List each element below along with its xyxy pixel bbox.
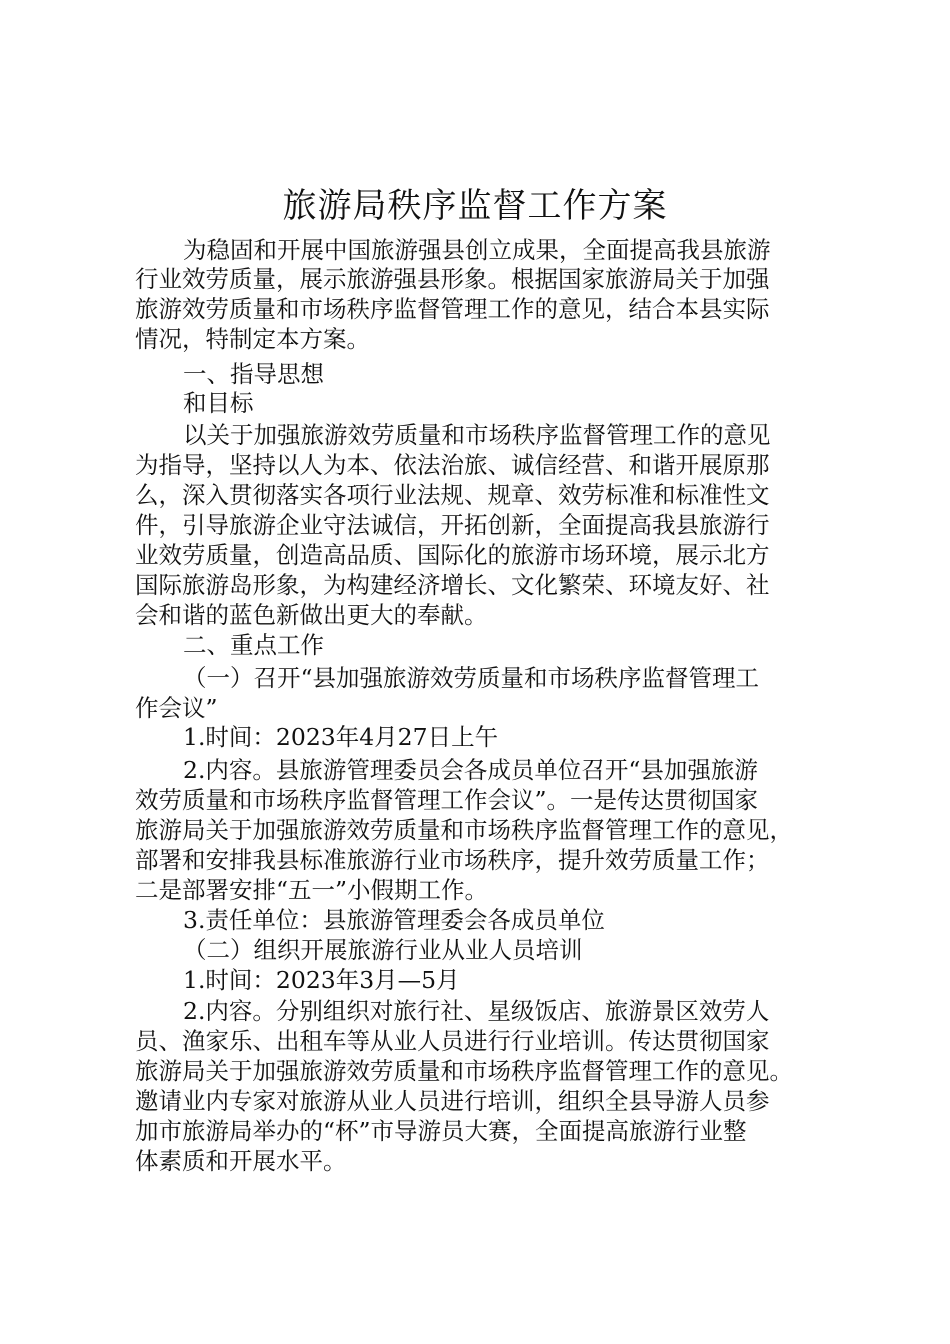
paragraph-line: 业效劳质量，创造高品质、国际化的旅游市场环境，展示北方 [135, 541, 770, 569]
paragraph-line: 部署和安排我县标准旅游行业市场秩序，提升效劳质量工作； [135, 846, 770, 874]
paragraph-line: 1.时间：2023年3月—5月 [183, 966, 460, 994]
paragraph-line: 加市旅游局举办的“杯”市导游员大赛，全面提高旅游行业整 [135, 1117, 747, 1145]
paragraph-line: 体素质和开展水平。 [135, 1147, 347, 1175]
paragraph-line: 以关于加强旅游效劳质量和市场秩序监督管理工作的意见 [183, 421, 771, 449]
paragraph-line: 为指导，坚持以人为本、依法治旅、诚信经营、和谐开展原那 [135, 451, 770, 479]
paragraph-line: 二是部署安排“五一”小假期工作。 [135, 876, 489, 904]
paragraph-line: 2.内容。县旅游管理委员会各成员单位召开“县加强旅游 [183, 756, 758, 784]
paragraph-line: 旅游局关于加强旅游效劳质量和市场秩序监督管理工作的意见。 [135, 1057, 793, 1085]
paragraph-line: 员、渔家乐、出租车等从业人员进行行业培训。传达贯彻国家 [135, 1027, 770, 1055]
paragraph-line: 和目标 [183, 389, 254, 417]
paragraph-line: 情况，特制定本方案。 [135, 325, 370, 353]
paragraph-line: 旅游局关于加强旅游效劳质量和市场秩序监督管理工作的意见， [135, 816, 793, 844]
paragraph-line: 件，引导旅游企业守法诚信，开拓创新，全面提高我县旅游行 [135, 511, 770, 539]
paragraph-line: 1.时间：2023年4月27日上午 [183, 723, 499, 751]
paragraph-line: 一、指导思想 [183, 360, 324, 388]
paragraph-line: 二、重点工作 [183, 631, 324, 659]
document-title: 旅游局秩序监督工作方案 [282, 186, 668, 226]
paragraph-line: 么，深入贯彻落实各项行业法规、规章、效劳标准和标准性文 [135, 481, 770, 509]
paragraph-line: （二）组织开展旅游行业从业人员培训 [183, 936, 583, 964]
paragraph-line: 旅游效劳质量和市场秩序监督管理工作的意见，结合本县实际 [135, 295, 770, 323]
paragraph-line: 为稳固和开展中国旅游强县创立成果，全面提高我县旅游 [183, 236, 771, 264]
paragraph-line: 行业效劳质量，展示旅游强县形象。根据国家旅游局关于加强 [135, 265, 770, 293]
paragraph-line: （一）召开“县加强旅游效劳质量和市场秩序监督管理工 [183, 664, 760, 692]
paragraph-line: 作会议” [135, 694, 218, 722]
paragraph-line: 效劳质量和市场秩序监督管理工作会议”。一是传达贯彻国家 [135, 786, 759, 814]
paragraph-line: 邀请业内专家对旅游从业人员进行培训，组织全县导游人员参 [135, 1087, 770, 1115]
paragraph-line: 2.内容。分别组织对旅行社、星级饭店、旅游景区效劳人 [183, 997, 770, 1025]
paragraph-line: 会和谐的蓝色新做出更大的奉献。 [135, 601, 488, 629]
paragraph-line: 3.责任单位：县旅游管理委会各成员单位 [183, 906, 605, 934]
paragraph-line: 国际旅游岛形象，为构建经济增长、文化繁荣、环境友好、社 [135, 571, 770, 599]
